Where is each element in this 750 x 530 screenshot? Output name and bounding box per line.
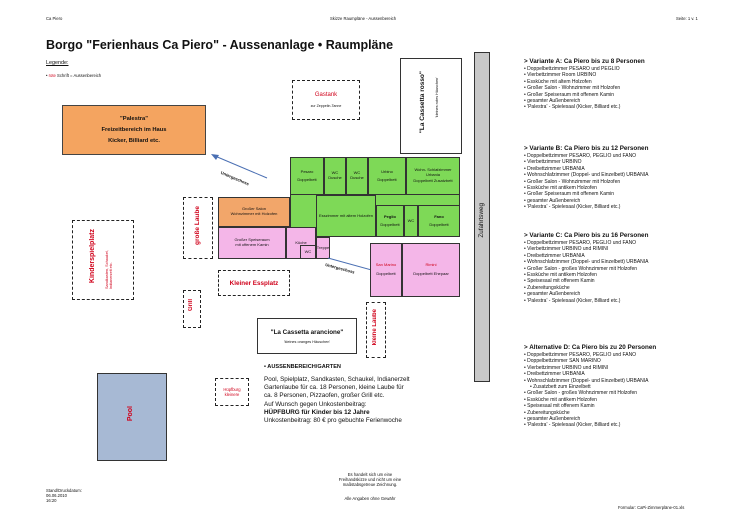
- room-fano-name: Fano: [434, 213, 444, 219]
- huepfburg-line1: Hüpfburg: [223, 387, 241, 392]
- room-peglio: [376, 205, 404, 237]
- room-esszimmer-name: Esszimmer mit altem Holzofen: [318, 212, 373, 218]
- grosse-laube: [183, 197, 213, 259]
- legend-heading: Legende:: [46, 60, 69, 66]
- legend-rest: Schrift = Aussenbereich: [57, 73, 102, 78]
- cassetta-arancione: [257, 318, 357, 354]
- variant-d-item: • Großer Salon - großes Wohnzimmer mit Holzofen: [524, 390, 734, 396]
- variant-c-item: • gesamter Außenbereich: [524, 291, 734, 297]
- variant-d-item: • Doppelbettzimmer SAN MARINO: [524, 358, 734, 364]
- room-san-marino: [370, 243, 402, 297]
- footer-date: 06.06.2010: [46, 493, 67, 499]
- room-wc-dusche-2: [346, 157, 368, 195]
- footer-right: Formular: CaPi-Zimmerpläne-01.xls: [618, 505, 685, 510]
- cassetta-rosso-name: "La Cassetta rosso": [419, 71, 426, 134]
- room-kueche-name: Küche: [295, 239, 307, 245]
- room-salon: [218, 197, 290, 227]
- variant-d-item: • Essküche mit antikem Holzofen: [524, 397, 734, 403]
- kleiner-essplatz-label: Kleiner Essplatz: [229, 279, 279, 287]
- variant-c-item: • Großer Salon - großes Wohnzimmer mit Holzofen: [524, 266, 734, 272]
- room-pesaro-sub: Doppelbett: [297, 176, 317, 182]
- variant-b-item: • Großer Salon - Wohnzimmer mit Holzofen: [524, 179, 734, 185]
- kleine-laube: [366, 302, 386, 358]
- cassetta-arancione-sub: 'kleines oranges Häuschen': [283, 339, 331, 344]
- variant-b-title: > Variante B: Ca Piero bis zu 12 Personen: [524, 145, 649, 152]
- palestra-name: "Palestra": [119, 116, 149, 122]
- variant-c-item: • Dreibettzimmer URBANIA: [524, 253, 734, 259]
- room-pesaro-name: Pesaro: [300, 168, 314, 174]
- legend-bullet: •: [46, 73, 49, 78]
- room-wc-green-name: WC: [407, 217, 415, 223]
- variant-d-list: [524, 352, 734, 429]
- aussenbereich-section: [264, 364, 484, 425]
- variant-a-item: • Großer Speiseraum mit offenem Kamin: [524, 92, 734, 98]
- room-wc-dusche-2-name: WC Dusche: [350, 170, 364, 180]
- variant-b-item: • Großer Speiseraum mit offenem Kamin: [524, 191, 734, 197]
- grill-label: Grill: [188, 299, 194, 312]
- footer-note-2: Freihandskizze und nicht um eine: [338, 477, 402, 483]
- variant-b-list: [524, 153, 734, 211]
- variant-c: [524, 232, 734, 304]
- room-speiseraum: [218, 227, 286, 259]
- room-esszimmer: [316, 195, 376, 237]
- room-urbania: [406, 157, 460, 195]
- variant-c-list: [524, 240, 734, 304]
- room-fano: [418, 205, 460, 237]
- variant-d-item: • 'Palestra' - Spielesaal (Kicker, Billiard etc.): [524, 422, 734, 428]
- variant-d-item: • Zubereitungsküche: [524, 410, 734, 416]
- footer-left: [46, 488, 82, 504]
- variant-c-title: > Variante C: Ca Piero bis zu 16 Personen: [524, 232, 649, 239]
- room-wc-dusche-1-name: WC Dusche: [328, 170, 342, 180]
- room-treppe-name: Treppe: [316, 244, 330, 250]
- variant-c-item: • 'Palestra' - Spielesaal (Kicker, Billiard etc.): [524, 298, 734, 304]
- zufahrtsweg-label: Zufahrtsweg: [478, 203, 485, 238]
- kinderspielplatz-name: Kinderspielplatz: [89, 229, 96, 284]
- room-wc-small: [300, 245, 316, 259]
- room-rimini: [402, 243, 460, 297]
- variant-d-item: • Speisesaal mit offenem Kamin: [524, 403, 734, 409]
- aussenbereich-heading: • AUSSENBEREICH/GARTEN: [264, 364, 341, 370]
- grill: [183, 290, 201, 328]
- untergeschoss-label-top: Untergeschoss: [220, 170, 250, 187]
- aussenbereich-line: Auf Wunsch gegen Unkostenbeitrag:: [264, 400, 367, 408]
- header-right: Seite: 1 v. 1: [676, 16, 698, 21]
- room-rimini-sub: Doppelbett Ehepaar: [413, 271, 449, 276]
- room-peglio-sub: Doppelbett: [380, 221, 400, 227]
- gastank-sub: zur Zeppelin-Tanne: [310, 104, 342, 108]
- room-speiseraum-name: Großer Speiseraum: [234, 237, 270, 243]
- room-wc-dusche-1: [324, 157, 346, 195]
- variant-d-item: • Doppelbettzimmer PESARO, PEGLIO und FANO: [524, 352, 734, 358]
- kinderspielplatz-sub: Sandkasten, Schaukel, Indianerzelt etc.: [105, 250, 113, 289]
- room-wc-small-name: WC: [304, 248, 312, 254]
- room-speiseraum-sub: mit offenem Kamin: [235, 242, 269, 247]
- variant-d-item: • Wohnschlafzimmer (Doppel- und Einzelbett) URBANIA: [524, 378, 734, 384]
- huepfburg-line2: kleinere: [224, 392, 240, 397]
- header-center: Skizze Raumpläne - Aussenbereich: [330, 16, 397, 21]
- variant-c-item: • Wohnschlafzimmer (Doppel- und Einzelbett) URBANIA: [524, 259, 734, 265]
- room-salon-name: Großer Salon: [241, 206, 266, 212]
- gastank-name: Gastank: [314, 92, 338, 98]
- room-san-marino-sub: Doppelbett: [376, 271, 396, 276]
- legend-text: [46, 73, 101, 78]
- variant-c-item: • Essküche mit antikem Holzofen: [524, 272, 734, 278]
- page-title: Borgo "Ferienhaus Ca Piero" - Aussenanlage • Raumpläne: [46, 38, 394, 52]
- footer-note-3: maßstabsgetreue Zeichnung.: [342, 482, 398, 488]
- legend-red-word: rote: [48, 73, 56, 78]
- footer-disclaimer: Alle Angaben ohne Gewähr: [344, 495, 396, 501]
- variant-b-item: • Vierbettzimmer URBINO: [524, 159, 734, 165]
- kleine-laube-label: kleine Laube: [372, 309, 378, 346]
- header-left: Ca Piero: [46, 16, 63, 21]
- pool: [97, 373, 167, 461]
- variant-d-title: > Alternative D: Ca Piero bis zu 20 Personen: [524, 344, 657, 351]
- variant-b-item: • Wohnschlafzimmer (Doppel- und Einzelbett) URBANIA: [524, 172, 734, 178]
- cassetta-rosso-sub: 'kleines rotes Häuschen': [435, 77, 439, 118]
- footer-date-label: Stand/Druckdatum:: [46, 488, 82, 493]
- aussenbereich-line: Gartenlaube für ca. 18 Personen, kleine Laube für: [264, 384, 404, 392]
- variant-c-item: • Vierbettzimmer URBINO und RIMINI: [524, 246, 734, 252]
- aussenbereich-line: ca. 8 Personen, Pizzaofen, großer Grill etc.: [264, 392, 385, 400]
- variant-a-item: • gesamter Außenbereich: [524, 98, 734, 104]
- variant-a-item: • 'Palestra' - Spielesaal (Kicker, Billiard etc.): [524, 104, 734, 110]
- room-urbino-sub: Doppelbett: [377, 176, 397, 182]
- palestra-room: [62, 105, 206, 155]
- variant-b-item: • gesamter Außenbereich: [524, 198, 734, 204]
- room-fano-sub: Doppelbett: [429, 221, 449, 227]
- variant-d-item: • gesamter Außenbereich: [524, 416, 734, 422]
- variant-c-item: • Speisesaal mit offenem Kamin: [524, 278, 734, 284]
- aussenbereich-line: Unkostenbeitrag: 80 € pro gebuchte Ferienwoche: [264, 417, 402, 425]
- palestra-line2: Kicker, Billiard etc.: [108, 138, 160, 144]
- variant-b: [524, 145, 734, 211]
- variant-a: [524, 58, 734, 111]
- room-san-marino-name: San Marino: [375, 262, 397, 268]
- variant-c-item: • Doppelbettzimmer PESARO, PEGLIO und FANO: [524, 240, 734, 246]
- variant-a-item: • Essküche mit altem Holzofen: [524, 79, 734, 85]
- variant-a-title: > Variante A: Ca Piero bis zu 8 Personen: [524, 58, 645, 65]
- variant-b-item: • Dreibettzimmer URBANIA: [524, 166, 734, 172]
- room-rimini-name: Rimini: [425, 262, 437, 268]
- aussenbereich-line: HÜPFBURG für Kinder bis 12 Jahre: [264, 408, 370, 416]
- variant-a-item: • Vierbettzimmer Room URBINO: [524, 72, 734, 78]
- footer-note-1: Es handelt sich um eine: [347, 472, 393, 477]
- variant-a-item: • Doppelbettzimmer PESARO und PEGLIO: [524, 66, 734, 72]
- huepfburg: [215, 378, 249, 406]
- pool-label: Pool: [127, 406, 134, 422]
- room-urbino: [368, 157, 406, 195]
- kleiner-essplatz: [218, 270, 290, 296]
- kinderspielplatz: [72, 220, 134, 300]
- variant-b-item: • Doppelbettzimmer PESARO, PEGLIO und FANO: [524, 153, 734, 159]
- variant-a-item: • Großer Salon - Wohnzimmer mit Holzofen: [524, 85, 734, 91]
- gastank: [292, 80, 360, 120]
- cassetta-rosso: [400, 58, 462, 154]
- variant-d-item: • Zusatzbett zum Einzelbett: [524, 384, 734, 390]
- variant-d-item: • Vierbettzimmer URBINO und RIMINI: [524, 365, 734, 371]
- aussenbereich-line: Pool, Spielplatz, Sandkasten, Schaukel, Indianerzelt: [264, 376, 410, 383]
- variant-b-item: • Essküche mit antikem Holzofen: [524, 185, 734, 191]
- zufahrtsweg-road: [474, 52, 490, 382]
- variant-b-item: • 'Palestra' - Spielesaal (Kicker, Billiard etc.): [524, 204, 734, 210]
- room-peglio-name: Peglio: [383, 213, 396, 219]
- variant-c-item: • Zubereitungsküche: [524, 285, 734, 291]
- room-salon-sub: Wohnzimmer mit Holzofen: [230, 211, 278, 216]
- untergeschoss-label-bottom: Untergeschoss: [324, 262, 356, 275]
- footer-time: 16:20: [46, 498, 57, 504]
- palestra-line1: Freizeitbereich im Haus: [101, 127, 167, 133]
- room-urbania-name: Wohn- Schlafzimmer Urbania: [414, 166, 452, 177]
- variant-a-list: [524, 66, 734, 111]
- room-urbino-name: Urbino: [381, 168, 393, 174]
- room-urbania-sub: Doppelbett Zusatzbett: [413, 178, 453, 184]
- room-wc-green: [404, 205, 418, 237]
- variant-d: [524, 344, 734, 429]
- variant-d-item: • Dreibettzimmer URBANIA: [524, 371, 734, 377]
- cassetta-arancione-name: "La Cassetta arancione": [270, 328, 344, 336]
- room-pesaro: [290, 157, 324, 195]
- grosse-laube-label: große Laube: [194, 206, 201, 246]
- footer-center: [320, 472, 420, 501]
